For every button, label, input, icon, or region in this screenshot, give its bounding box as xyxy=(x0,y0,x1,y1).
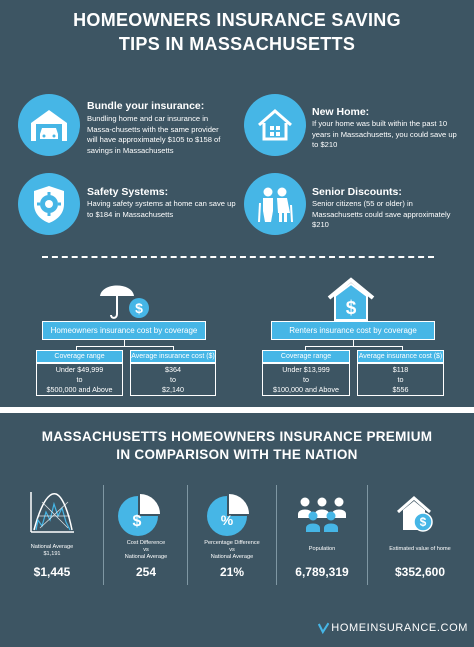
tip-safety-heading: Safety Systems: xyxy=(87,186,169,198)
stat-population-label: Population xyxy=(308,546,336,552)
renters-coverage-range-value: Under $13,999 to $100,000 and Above xyxy=(262,363,350,396)
tip-bundle-body: Bundling home and car insurance in Massa-chusetts with the same provider will have approximately $105 to $158 of savings in Massachusetts xyxy=(87,114,221,155)
dashed-divider xyxy=(42,256,434,258)
svg-text:%: % xyxy=(220,512,234,528)
stat-national-average-label: National Average $1,191 xyxy=(30,544,74,557)
house-dollar-outline-icon xyxy=(326,276,376,322)
tip-bundle-heading: Bundle your insurance: xyxy=(87,100,205,112)
svg-text:$: $ xyxy=(132,513,142,530)
house-icon xyxy=(244,94,306,156)
comparison-title-line2: IN COMPARISON WITH THE NATION xyxy=(116,447,358,462)
stat-population-value: 6,789,319 xyxy=(295,565,349,579)
stat-percentage-difference-value: 21% xyxy=(219,565,245,579)
stat-national-average-value: $1,445 xyxy=(33,565,71,579)
tip-senior-body: Senior citizens (55 or older) in Massachusetts could save approximately $210 xyxy=(312,199,451,229)
seniors-icon xyxy=(244,173,306,235)
svg-text:$: $ xyxy=(345,298,357,319)
chart-icon xyxy=(28,490,76,534)
tip-newhome-body: If your home was built within the past 10 years in Massachusetts, you could save up to $210 xyxy=(312,119,457,149)
page-title-line2: TIPS IN MASSACHUSETTS xyxy=(118,34,356,54)
house-dollar-icon xyxy=(396,494,436,534)
tip-newhome-heading: New Home: xyxy=(312,106,370,118)
tip-senior-heading: Senior Discounts: xyxy=(312,186,402,198)
stat-percentage-difference-label: Percentage Difference vs National Average xyxy=(204,540,260,560)
umbrella-dollar-icon xyxy=(96,276,156,322)
homeowners-coverage-range-header: Coverage range xyxy=(36,350,123,363)
page-title-line1: HOMEOWNERS INSURANCE SAVING xyxy=(73,10,401,30)
homeowners-avg-cost-header: Average insurance cost ($) xyxy=(130,350,216,363)
stat-home-value-label: Estimated value of home xyxy=(389,546,451,552)
stat-cost-difference-value: 254 xyxy=(135,565,157,579)
stat-home-value-value: $352,600 xyxy=(394,565,446,579)
homeowners-cost-bar: Homeowners insurance cost by coverage xyxy=(42,321,206,340)
renters-avg-cost-value: $118 to $556 xyxy=(357,363,444,396)
dollar-pie-icon xyxy=(118,492,162,536)
renters-avg-cost-header: Average insurance cost ($) xyxy=(357,350,444,363)
comparison-title-line1: MASSACHUSETTS HOMEOWNERS INSURANCE PREMIUM xyxy=(41,429,433,444)
svg-text:$: $ xyxy=(135,300,143,316)
people-icon xyxy=(296,496,348,532)
svg-text:$: $ xyxy=(419,515,427,529)
logo-mark-icon xyxy=(318,621,329,635)
homeowners-coverage-range-value: Under $49,999 to $500,000 and Above xyxy=(36,363,123,396)
car-garage-icon xyxy=(18,94,80,156)
percent-pie-icon xyxy=(207,492,251,536)
renters-coverage-range-header: Coverage range xyxy=(262,350,350,363)
logo-text: HOMEINSURANCE.COM xyxy=(331,622,468,634)
tip-safety-body: Having safety systems at home can save up to $184 in Massachusetts xyxy=(87,199,236,219)
renters-cost-bar: Renters insurance cost by coverage xyxy=(271,321,435,340)
stat-cost-difference-label: Cost Difference vs National Average xyxy=(124,540,168,560)
homeowners-avg-cost-value: $364 to $2,140 xyxy=(130,363,216,396)
logo xyxy=(318,620,468,636)
shield-gear-icon xyxy=(18,173,80,235)
